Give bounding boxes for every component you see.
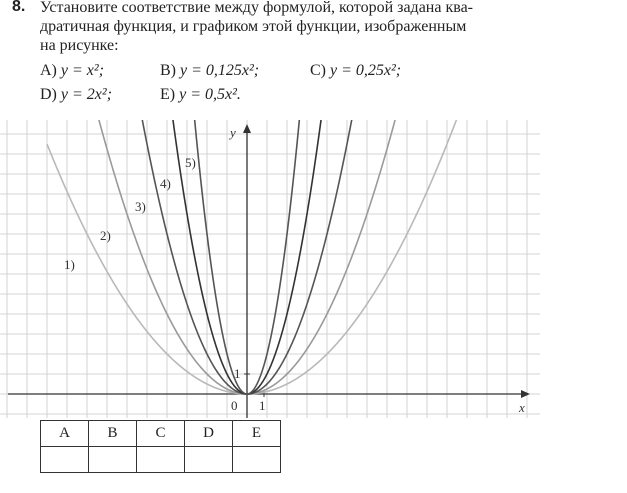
grid-lines	[0, 120, 540, 418]
statement-line-2: дратичная функция, и графиком этой функции, изображенным	[40, 18, 467, 35]
curve-label-4: 4)	[160, 176, 171, 191]
curve-labels	[64, 155, 196, 272]
y-unit-label: 1	[234, 366, 241, 381]
option-a: A) y = x²;	[40, 62, 105, 79]
header-e: E	[233, 421, 281, 447]
function-graph	[0, 120, 540, 418]
answer-cell-a[interactable]	[41, 447, 89, 473]
curve-label-2: 2)	[100, 228, 111, 243]
curve-label-5: 5)	[185, 155, 196, 170]
problem-statement	[40, 0, 545, 55]
axis-labels	[228, 125, 525, 415]
origin-label: 0	[231, 398, 238, 413]
x-axis-arrow	[521, 390, 530, 398]
header-d: D	[185, 421, 233, 447]
statement-line-1: Установите соответствие между формулой, которой задана ква-	[40, 0, 473, 16]
answer-header-row	[41, 421, 281, 447]
statement-line-3: на рисунке:	[40, 37, 119, 54]
option-d: D) y = 2x²;	[40, 86, 113, 103]
curve-label-1: 1)	[64, 257, 75, 272]
y-axis-arrow	[243, 124, 251, 133]
answer-input-row	[41, 447, 281, 473]
option-e: E) y = 0,5x².	[160, 86, 241, 103]
option-b: B) y = 0,125x²;	[160, 62, 260, 79]
header-a: A	[41, 421, 89, 447]
problem-number: 8.	[12, 0, 26, 15]
answer-cell-e[interactable]	[233, 447, 281, 473]
header-b: B	[89, 421, 137, 447]
answer-cell-c[interactable]	[137, 447, 185, 473]
y-axis-label: y	[230, 125, 236, 140]
header-c: C	[137, 421, 185, 447]
x-unit-label: 1	[259, 398, 266, 413]
answer-table	[40, 420, 281, 473]
curve-label-3: 3)	[135, 199, 146, 214]
answer-cell-b[interactable]	[89, 447, 137, 473]
parabola-curves	[47, 120, 466, 394]
x-axis-label: x	[519, 400, 525, 415]
option-c: C) y = 0,25x²;	[310, 62, 402, 79]
answer-cell-d[interactable]	[185, 447, 233, 473]
